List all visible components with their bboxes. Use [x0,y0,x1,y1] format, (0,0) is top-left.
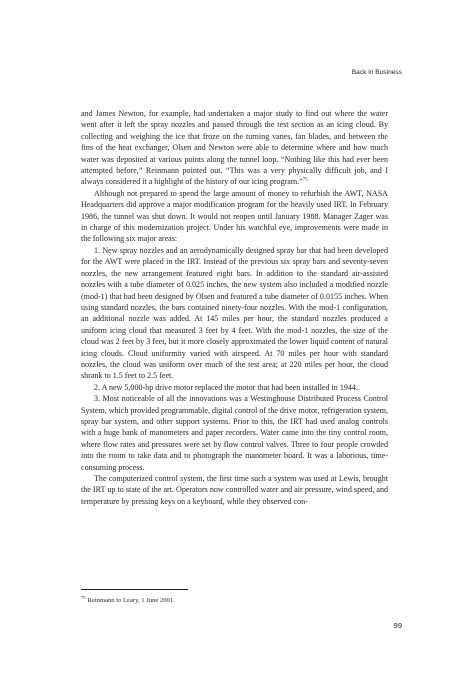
paragraph: 2. A new 5,000-hp drive motor replaced the motor that had been installed in 1944. [94,382,358,392]
paragraph: The computerized control system, the first time such a system was used at Lewis, brought the IRT up to state of the art. Operators now controlled water and air pressure, wind speed, and temperature by pressing keys on a keyboard, while they observed con- [81,474,388,506]
running-head: Back in Business [351,69,402,76]
body-text [81,108,388,507]
footnote [81,596,388,605]
paragraph: 1. New spray nozzles and an aerodynamically designed spray bar that had been developed for the AWT were placed in the IRT. Instead of the previous six spray bars and seventy-seven nozzles, the new arrangement featured eight bars. In addition to the standard air-assisted nozzles with a tube diameter of 0.025 inches, the new system also included a modified nozzle (mod-1) that had been designed by Olsen and featured a tube diameter of 0.0155 inches. When using standard nozzles, the bars contained ninety-four nozzles. With the mod-1 configuration, an additional nozzle was added. At 145 miles per hour, the standard nozzles produced a uniform icing cloud that measured 3 feet by 4 feet. With the mod-1 nozzles, the size of the cloud was 2 feet by 3 feet, but it more closely approximated the lower liquid content of natural icing clouds. Cloud uniformity varied with airspeed. At 70 miles per hour with standard nozzles, the cloud was uniform over much of the test area; at 220 miles per hour, the cloud shrank to 1.5 feet to 2.5 feet. [81,245,388,381]
paragraph: Although not prepared to spend the large amount of money to refurbish the AWT, NASA Headquarters did approve a major modification program for the heavily used IRT. In February 1986, the tunnel was shut down. It would not reopen until January 1988. Manager Zager was in charge of this modernization project. Under his watchful eye, improvements were made in the following six major areas: [81,188,388,244]
footnote-divider [81,589,188,590]
footnote-reference[interactable]: 75 [302,177,308,183]
page-number: 99 [393,621,402,630]
paragraph: and James Newton, for example, had undertaken a major study to find out where the water went after it left the spray nozzles and passed through the test section as an icing cloud. By collecting and weighing the ice that froze on the turning vanes, fan blades, and between the fins of the heat exchanger, Olsen and Newton were able to determine where and how much water was deposited at various points along the tunnel loop. “Nothing like this had ever been attempted before,” Reinmann pointed out. “This was a very physically difficult job, and I always considered it a highlight of the history of our icing program.”$^{75}$ [81,109,388,187]
footnote-text: Reinmann to Leary, 1 June 2001. [87,597,175,604]
footnote-mark: 75 [81,594,86,600]
paragraph: 3. Most noticeable of all the innovations was a Westinghouse Distributed Process Control System, which provided programmable, digital control of the drive motor, refrigeration system, spray bar system, and other support systems. Prior to this, the IRT had used analog controls with a huge bank of manometers and paper recorders. Water came into the tiny control room, where flow rates and pressures were set by flow control valves. Three to four people crowded into the room to take data and to photograph the manometer board. It was a laborious, time-consuming process. [81,394,388,472]
